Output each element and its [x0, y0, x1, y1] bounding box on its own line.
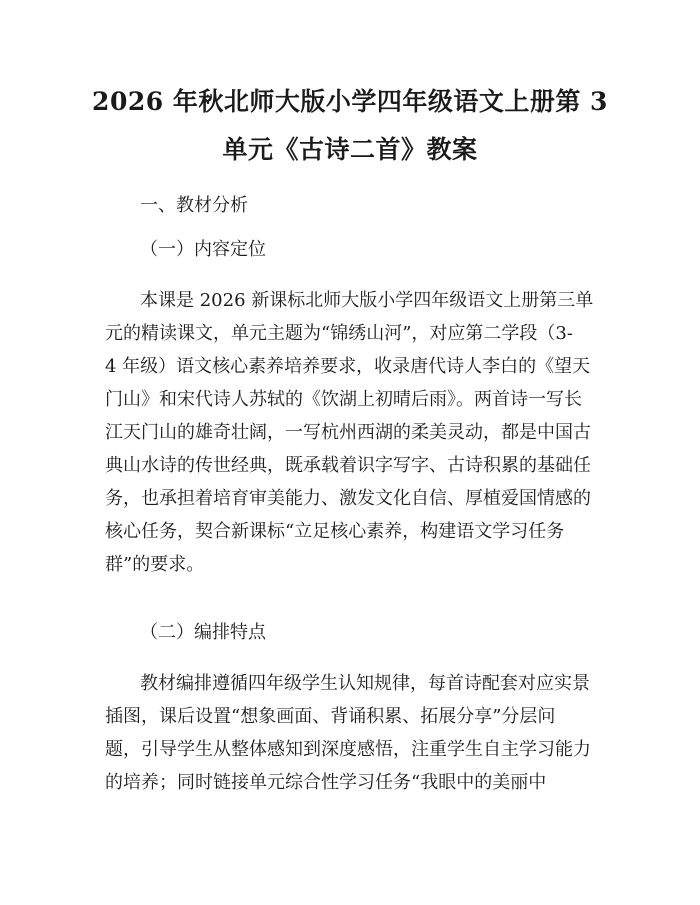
paragraph-1-line: 江天门山的雄奇壮阔，一写杭州西湖的柔美灵动，都是中国古: [105, 422, 591, 443]
paragraph-1-line: 务，也承担着培育审美能力、激发文化自信、厚植爱国情感的: [105, 488, 591, 509]
paragraph-2-line: 题，引导学生从整体感知到深度感悟，注重学生自主学习能力: [105, 739, 591, 760]
paragraph-2-line: 教材编排遵循四年级学生认知规律，每首诗配套对应实景: [140, 673, 590, 694]
paragraph-1-line: 群”的要求。: [105, 554, 205, 575]
subsection-heading-arrangement-features: （二）编排特点: [140, 622, 266, 643]
paragraph-1-line: 本课是 2026 新课标北师大版小学四年级语文上册第三单: [140, 290, 594, 311]
paragraph-1-line: 典山水诗的传世经典，既承载着识字写字、古诗积累的基础任: [105, 455, 591, 476]
section-heading-teaching-material-analysis: 一、教材分析: [140, 195, 248, 216]
paragraph-1-line: 核心任务，契合新课标“立足核心素养，构建语文学习任务: [105, 521, 565, 542]
paragraph-1-line: 门山》和宋代诗人苏轼的《饮湖上初晴后雨》。两首诗一写长: [105, 389, 582, 410]
paragraph-1-line: 4 年级）语文核心素养培养要求，收录唐代诗人李白的《望天: [105, 356, 591, 377]
document-title-line-1: 2026 年秋北师大版小学四年级语文上册第 3: [92, 87, 608, 116]
paragraph-2-line: 的培养；同时链接单元综合性学习任务“我眼中的美丽中: [105, 772, 547, 793]
paragraph-1-line: 元的精读课文，单元主题为“锦绣山河”，对应第二学段（3-: [105, 323, 573, 344]
subsection-heading-content-positioning: （一）内容定位: [140, 239, 266, 260]
paragraph-2-line: 插图，课后设置“想象画面、背诵积累、拓展分享”分层问: [105, 706, 556, 727]
document-title-line-2: 单元《古诗二首》教案: [222, 135, 478, 164]
